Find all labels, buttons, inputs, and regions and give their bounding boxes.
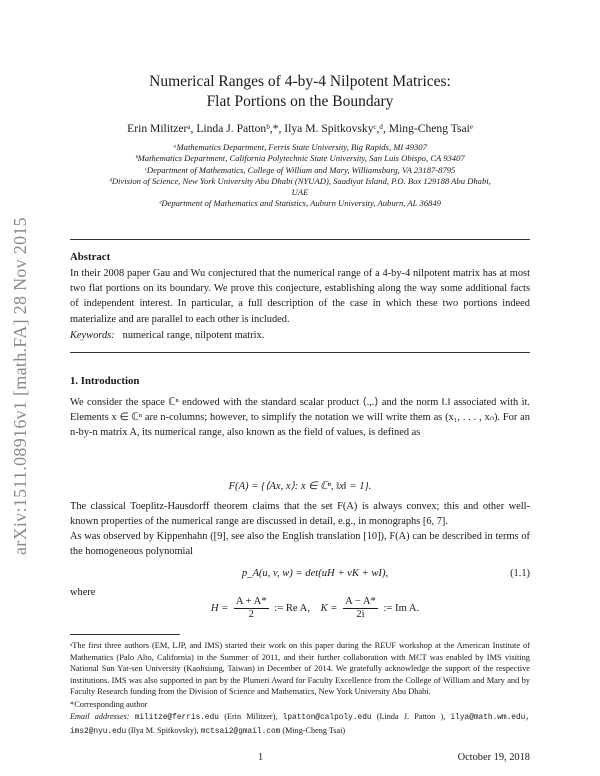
affiliation-d-cont: UAE — [291, 187, 309, 198]
affiliation-b: ᵇMathematics Department, California Polytechnic State University, San Luis Obispo, CA 93407 — [135, 153, 465, 164]
affiliation-c: ᶜDepartment of Mathematics, College of William and Mary, Williamsburg, VA 23187-8795 — [144, 164, 456, 175]
keywords-label: Keywords: — [70, 330, 115, 341]
fraction-h — [234, 596, 269, 621]
email-label: Email addresses: — [70, 712, 130, 721]
intro-paragraph-1: We consider the space ℂⁿ endowed with the standard scalar product ⟨.,.⟩ and the norm ‖.‖ associated with it. Elements x ∈ ℂⁿ are n-columns; however, to simplify the notation we will write them as (x₁, . . . , xₙ). For an n-by-n matrix A, its numerical range, also known as the field of values, is defined as — [70, 397, 530, 439]
fraction-h-denominator: 2 — [248, 609, 254, 620]
section-heading: 1. Introduction — [70, 375, 140, 387]
paper-title — [70, 72, 530, 112]
corresponding-author: *Corresponding author — [70, 700, 148, 709]
email-owner: (Linda J. Patton ), — [376, 712, 446, 721]
fraction-h-numerator: A + A* — [235, 596, 267, 607]
affiliations — [70, 142, 530, 210]
keywords-line — [70, 330, 264, 341]
title-line-2: Flat Portions on the Boundary — [206, 93, 394, 110]
email-link[interactable]: lpatton@calpoly.edu — [282, 714, 372, 722]
abstract-top-rule — [70, 239, 530, 240]
fraction-k — [343, 596, 378, 621]
email-link[interactable]: ims2@nyu.edu — [70, 727, 127, 736]
fraction-k-denominator: 2i — [356, 609, 365, 620]
eq-h-lhs: H = — [210, 602, 229, 614]
title-line-1: Numerical Ranges of 4-by-4 Nilpotent Matrices: — [149, 73, 451, 90]
author-list: Erin Militzerᵃ, Linda J. Pattonᵇ,*, Ilya M. Spitkovskyᶜ,ᵈ, Ming-Cheng Tsaiᵉ — [127, 122, 473, 135]
footnote-rule — [70, 634, 180, 635]
equation-polynomial: p_A(u, v, w) = det(uH + vK + wI), — [241, 568, 389, 579]
eq-h-rhs: := Re A, — [274, 602, 310, 614]
intro-paragraph-3: As was observed by Kippenhahn ([9], see also the English translation [10]), F(A) can be described in terms of the homogeneous polynomial — [70, 531, 530, 558]
footnote-acknowledgement: ᵃThe first three authors (EM, LJP, and IMS) started their work on this paper during the REUF workshop at the American Institute of Mathematics (Palo Alto, California) in the Summer of 2011, and their further collaboration with MCT was enabled by IMS visiting National Sun Yat-sen University (Kaohsiung, Taiwan) in December of 2014. We gratefully acknowledge the support of the respective institutions. IMS was also supported in part by the Plumeri Award for Faculty Excellence from the College of William and Mary and by Faculty Research funding from the Division of Science and Mathematics, New York University Abu Dhabi. — [70, 641, 530, 697]
eq-k-lhs: K = — [320, 602, 338, 614]
email-owner: (Erin Militzer), — [224, 712, 278, 721]
email-link[interactable]: mctsai2@gmail.com — [200, 727, 281, 736]
email-link[interactable]: ilya@math.wm.edu, — [450, 714, 531, 722]
email-addresses — [70, 711, 530, 738]
affiliation-d: ᵈDivision of Science, New York University Abu Dhabi (NYUAD), Saadiyat Island, P.O. Box 129188 Abu Dhabi, — [109, 175, 491, 186]
equation-number: (1.1) — [510, 568, 530, 579]
where-text: where — [70, 587, 96, 598]
affiliation-a: ᵃMathematics Department, Ferris State University, Big Rapids, MI 49307 — [173, 142, 427, 152]
arxiv-stamp: arXiv:1511.08916v1 [math.FA] 28 Nov 2015 — [10, 217, 30, 555]
keywords: numerical range, nilpotent matrix. — [122, 330, 265, 341]
affiliation-e: ᵉDepartment of Mathematics and Statistics, Auburn University, Auburn, AL 36849 — [159, 198, 441, 209]
email-link[interactable]: militze@ferris.edu — [134, 714, 219, 722]
abstract-bottom-rule — [70, 352, 530, 353]
equation-hermitian-parts — [190, 596, 440, 621]
email-owner: (Ming-Cheng Tsai) — [282, 725, 346, 735]
abstract-heading: Abstract — [70, 251, 111, 263]
fraction-k-numerator: A − A* — [345, 596, 376, 607]
email-owner: (Ilya M. Spitkovsky), — [128, 725, 199, 735]
abstract-text: In their 2008 paper Gau and Wu conjectured that the numerical range of a 4-by-4 nilpotent matrix has at most two flat portions on its boundary. We prove this conjecture, establishing along the way some additional facts of independent interest. In particular, a full description of the case in which these two portions indeed materialize and are parallel to each other is included. — [70, 268, 530, 325]
date: October 19, 2018 — [457, 752, 530, 763]
eq-k-rhs: := Im A. — [383, 602, 420, 614]
intro-paragraph-2: The classical Toeplitz-Hausdorff theorem claims that the set F(A) is always convex; this and other well-known properties of the numerical range are discussed in detail, e.g., in monographs [6, 7]. — [70, 501, 530, 528]
equation-numerical-range: F(A) = {⟨Ax, x⟩: x ∈ ℂⁿ, ‖x‖ = 1}. — [228, 481, 372, 492]
page-number: 1 — [258, 752, 264, 763]
